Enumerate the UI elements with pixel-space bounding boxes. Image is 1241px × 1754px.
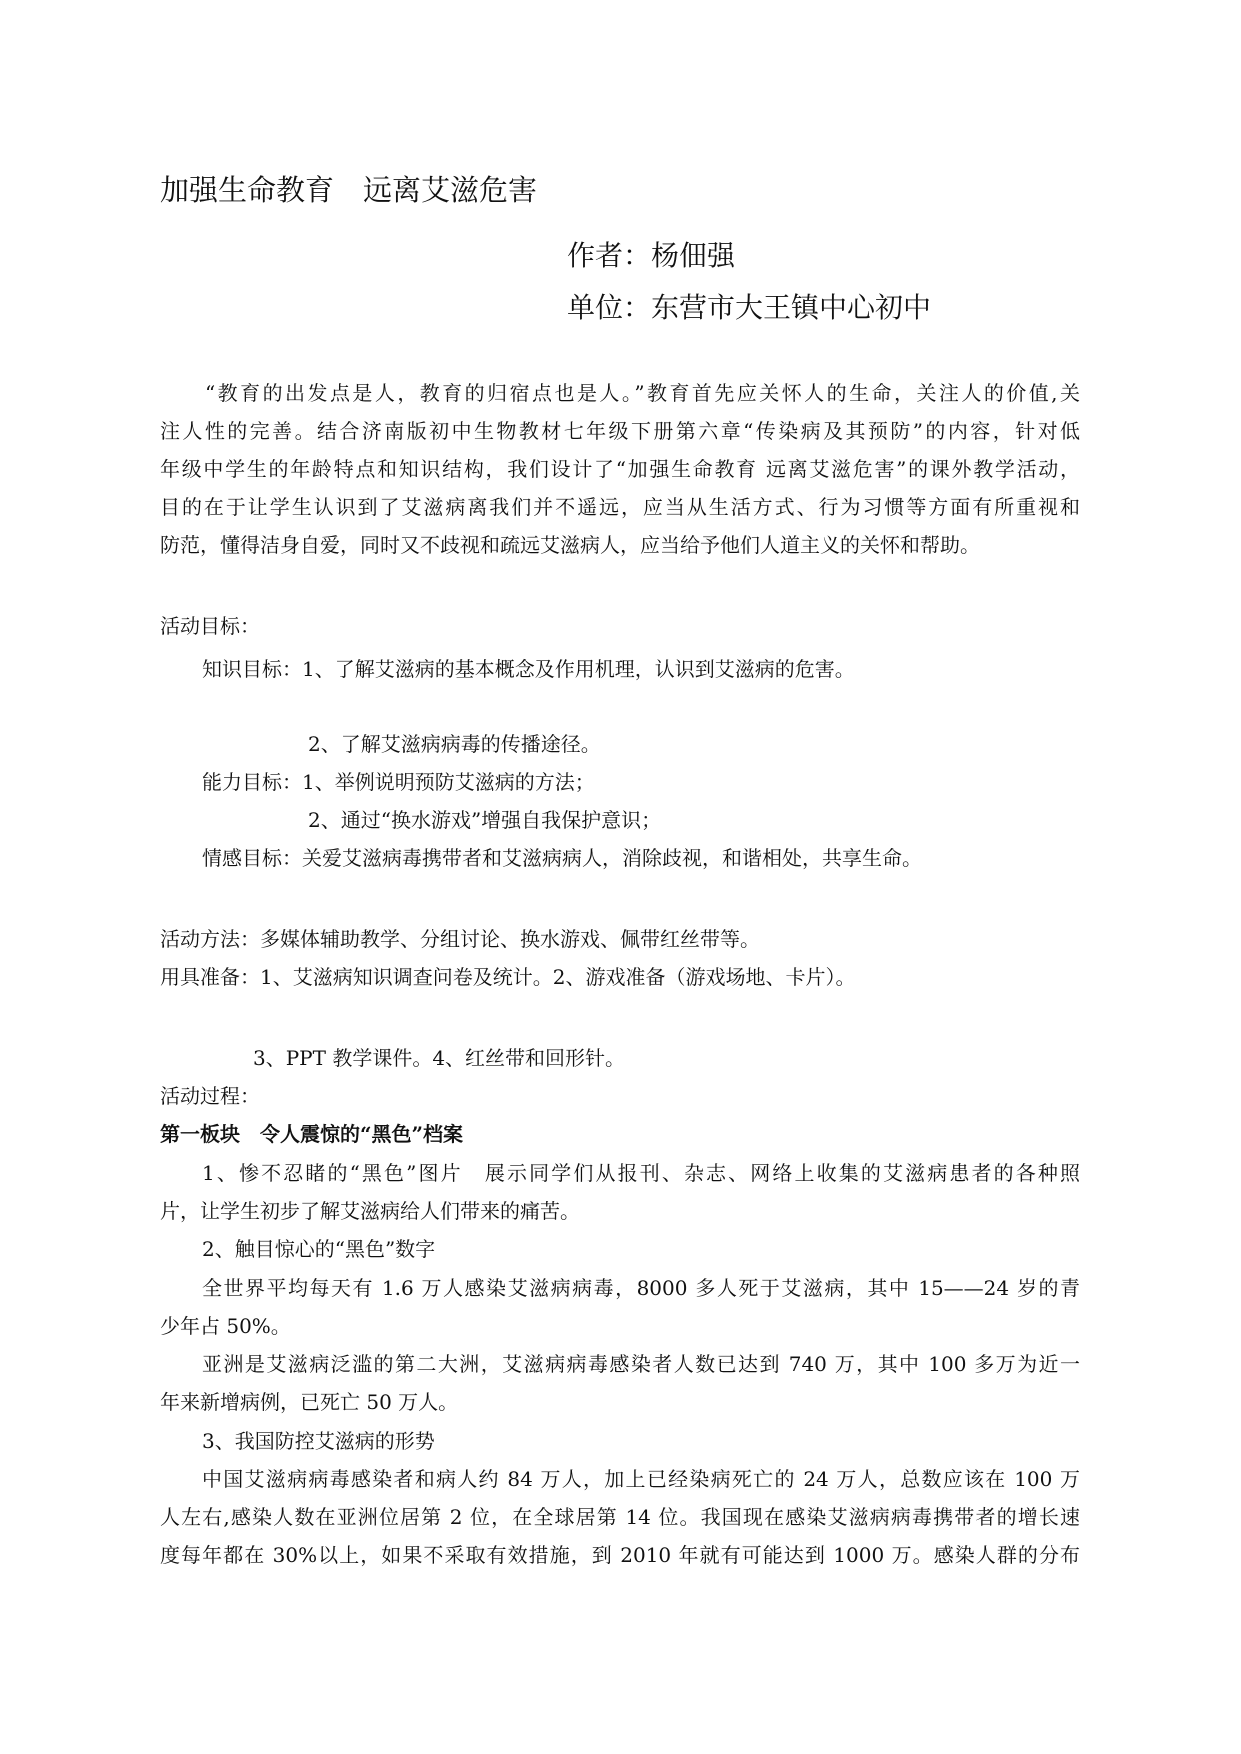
materials-line-2: 3、PPT 教学课件。4、红丝带和回形针。 <box>253 1046 626 1070</box>
intro-line-5: 防范，懂得洁身自爱，同时又不歧视和疏远艾滋病人，应当给予他们人道主义的关怀和帮助。 <box>160 533 980 557</box>
section1-item3-line2: 人左右,感染人数在亚洲位居第 2 位，在全球居第 14 位。我国现在感染艾滋病病毒携带者的增长速 <box>160 1505 1080 1529</box>
section1-item1-line2: 片，让学生初步了解艾滋病给人们带来的痛苦。 <box>160 1199 580 1223</box>
section1-item1-line1: 1、惨不忍睹的“黑色”图片 展示同学们从报刊、杂志、网络上收集的艾滋病患者的各种照 <box>202 1161 1080 1185</box>
intro-line-1: “教育的出发点是人，教育的归宿点也是人。”教育首先应关怀人的生命，关注人的价值,关 <box>205 381 1080 405</box>
intro-line-4: 目的在于让学生认识到了艾滋病离我们并不遥远，应当从生活方式、行为习惯等方面有所重视和 <box>160 495 1080 519</box>
document-title: 加强生命教育 远离艾滋危害 <box>160 173 538 207</box>
section1-item2-p2-line2: 年来新增病例，已死亡 50 万人。 <box>160 1390 459 1414</box>
section1-item2-p2-line1: 亚洲是艾滋病泛滥的第二大洲，艾滋病病毒感染者人数已达到 740 万，其中 100 多万为近一 <box>202 1352 1080 1376</box>
process-heading: 活动过程： <box>160 1084 260 1108</box>
unit-line: 单位：东营市大王镇中心初中 <box>567 291 932 324</box>
section1-item3-line3: 度每年都在 30%以上，如果不采取有效措施，到 2010 年就有可能达到 1000 万。感染人群的分布 <box>160 1543 1080 1567</box>
ability-goal-1: 能力目标：1、举例说明预防艾滋病的方法； <box>202 770 595 794</box>
author-line: 作者：杨佃强 <box>567 239 736 272</box>
materials-line-1: 用具准备：1、艾滋病知识调查问卷及统计。2、游戏准备（游戏场地、卡片）。 <box>160 965 856 989</box>
activity-methods: 活动方法：多媒体辅助教学、分组讨论、换水游戏、佩带红丝带等。 <box>160 927 760 951</box>
section1-item3-heading: 3、我国防控艾滋病的形势 <box>202 1429 435 1453</box>
section1-item2-p1-line1: 全世界平均每天有 1.6 万人感染艾滋病病毒，8000 多人死于艾滋病，其中 15——24 岁的青 <box>202 1276 1080 1300</box>
emotion-goal: 情感目标：关爱艾滋病毒携带者和艾滋病病人，消除歧视，和谐相处，共享生命。 <box>202 846 922 870</box>
knowledge-goal-1: 知识目标：1、了解艾滋病的基本概念及作用机理，认识到艾滋病的危害。 <box>202 657 855 681</box>
intro-line-2: 注人性的完善。结合济南版初中生物教材七年级下册第六章“传染病及其预防”的内容，针对低 <box>160 419 1080 443</box>
section1-item3-line1: 中国艾滋病病毒感染者和病人约 84 万人，加上已经染病死亡的 24 万人，总数应该在 100 万 <box>202 1467 1080 1491</box>
section1-heading: 第一板块 令人震惊的“黑色”档案 <box>160 1122 464 1146</box>
knowledge-goal-2: 2、了解艾滋病病毒的传播途径。 <box>308 732 601 756</box>
ability-goal-2: 2、通过“换水游戏”增强自我保护意识； <box>308 808 662 832</box>
section1-item2-p1-line2: 少年占 50%。 <box>160 1314 291 1338</box>
section1-item2-heading: 2、触目惊心的“黑色”数字 <box>202 1237 436 1261</box>
intro-line-3: 年级中学生的年龄特点和知识结构，我们设计了“加强生命教育 远离艾滋危害”的课外教学活动， <box>160 457 1080 481</box>
goals-heading: 活动目标： <box>160 614 260 638</box>
